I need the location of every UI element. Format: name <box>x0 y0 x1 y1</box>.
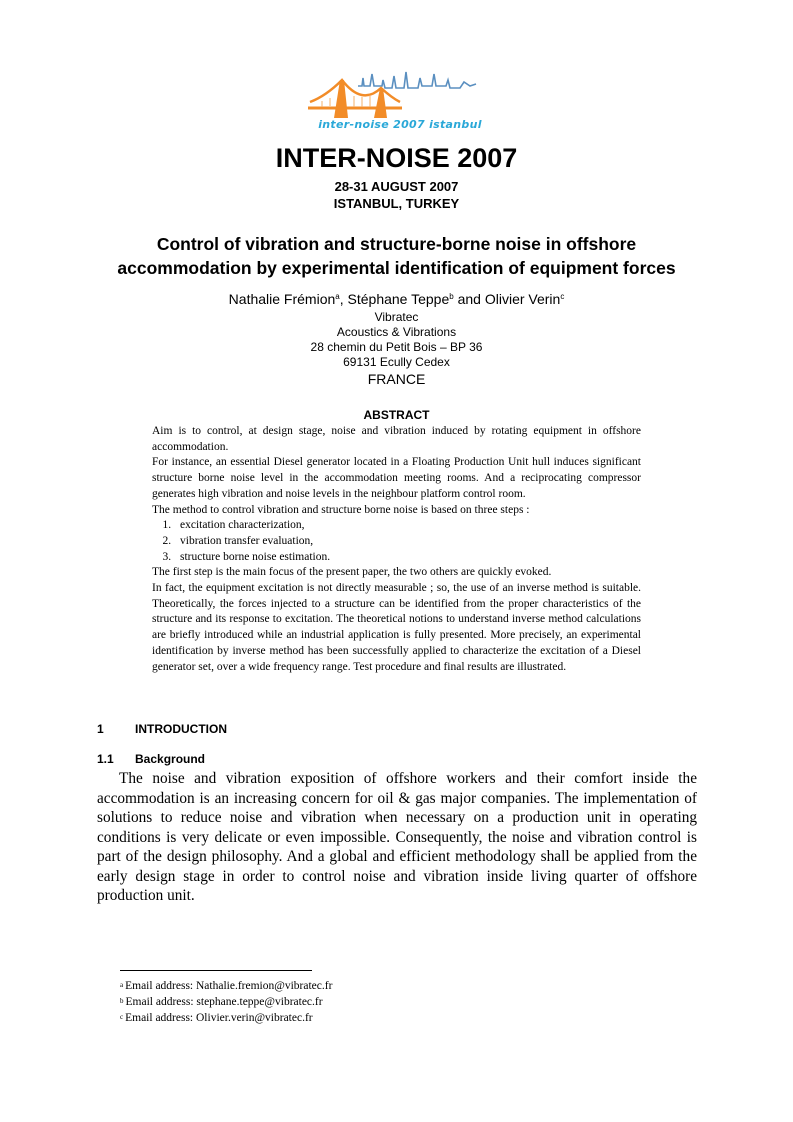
author-1: Nathalie Frémion <box>228 291 336 307</box>
section-title: INTRODUCTION <box>135 722 227 736</box>
abstract-steps-list <box>152 518 641 565</box>
affiliation-country: FRANCE <box>367 371 426 387</box>
footnote-divider <box>120 970 312 971</box>
abstract-step-1: 1. excitation characterization, <box>174 518 641 534</box>
affiliation-line3: 28 chemin du Petit Bois – BP 36 <box>310 340 483 354</box>
body-paragraph: The noise and vibration exposition of offshore workers and their comfort inside the accommodation is an increasing concern for oil & gas major companies. The implementation of solutions to reduce noise and vibration when necessary on a production unit in operating conditions is very delicate or even impossible. Consequently, the noise and vibration control is part of the design philosophy. And a global and efficient methodology shall be applied from the early design stage in order to control noise and vibration inside living quarter of offshore production unit. <box>97 770 697 904</box>
abstract-paragraph-4: The first step is the main focus of the present paper, the two others are quickly evoked. <box>152 566 552 579</box>
abstract-step-2: 2. vibration transfer evaluation, <box>174 534 641 550</box>
conference-title: INTER-NOISE 2007 <box>275 143 518 173</box>
author-3-mark: c <box>560 292 565 301</box>
paper-title-line1: Control of vibration and structure-borne noise in offshore <box>156 234 637 254</box>
author-1-mark: a <box>335 292 340 301</box>
abstract-step-3: 3. structure borne noise estimation. <box>174 550 641 566</box>
footnote-a <box>120 978 332 994</box>
subsection-heading <box>97 752 205 766</box>
author-2-mark: b <box>449 292 454 301</box>
conference-location: ISTANBUL, TURKEY <box>333 196 460 211</box>
affiliation-line1: Vibratec <box>374 310 419 324</box>
footnote-text: Email address: Nathalie.fremion@vibratec.fr <box>125 980 333 992</box>
section-number: 1 <box>97 722 104 736</box>
footnote-mark: b <box>120 997 124 1005</box>
affiliation-line2: Acoustics & Vibrations <box>336 325 457 339</box>
conference-logo <box>300 66 500 136</box>
footnote-mark: c <box>120 1013 124 1021</box>
conference-info <box>0 178 793 212</box>
abstract-paragraph-3: The method to control vibration and structure borne noise is based on three steps : <box>152 503 530 516</box>
abstract-paragraph-5: In fact, the equipment excitation is not directly measurable ; so, the use of an inverse method is suitable. Theoretically, the forces injected to a structure can be identified from the proper characteristics of the structure and its response to excitation. The theoretical notions to understand inverse method calculations are briefly introduced while an industrial application is fully presented. More precisely, an experimental identification by inverse method has been successfully applied to characterize the excitation of a Diesel generator set, over a wide frequency range. Test procedure and final results are illustrated. <box>152 582 641 673</box>
footnote-b <box>120 994 332 1010</box>
paper-title <box>0 232 793 280</box>
author-3: Olivier Verin <box>484 291 561 307</box>
footnote-mark: a <box>120 981 124 989</box>
section-heading <box>97 722 227 736</box>
abstract-paragraph-2: For instance, an essential Diesel generator located in a Floating Production Unit hull induces significant structure borne noise level in the accommodation meeting rooms. And a reciprocating compressor generates high vibration and noise levels in the neighbour platform control room. <box>152 456 641 500</box>
abstract-paragraph-1: Aim is to control, at design stage, noise and vibration induced by rotating equipment in offshore accommodation. <box>152 425 641 453</box>
footnote-text: Email address: Olivier.verin@vibratec.fr <box>125 1012 313 1024</box>
logo-text: inter-noise 2007 istanbul <box>318 118 482 131</box>
affiliation-line4: 69131 Ecully Cedex <box>343 355 450 369</box>
conference-dates: 28-31 AUGUST 2007 <box>334 179 459 194</box>
abstract-heading: ABSTRACT <box>363 408 430 422</box>
author-2: Stéphane Teppe <box>347 291 450 307</box>
author-separator-2: and <box>453 291 485 307</box>
affiliation <box>0 310 793 388</box>
subsection-title: Background <box>135 752 206 766</box>
footnote-text: Email address: stephane.teppe@vibratec.fr <box>125 996 323 1008</box>
subsection-number: 1.1 <box>97 752 114 766</box>
footnotes <box>120 978 332 1026</box>
bridge-logo-icon <box>300 66 500 121</box>
abstract-body <box>152 424 641 675</box>
author-list <box>0 290 793 308</box>
footnote-c <box>120 1010 332 1026</box>
paper-title-line2: accommodation by experimental identification of equipment forces <box>117 258 676 278</box>
author-separator-1: , <box>339 291 348 307</box>
